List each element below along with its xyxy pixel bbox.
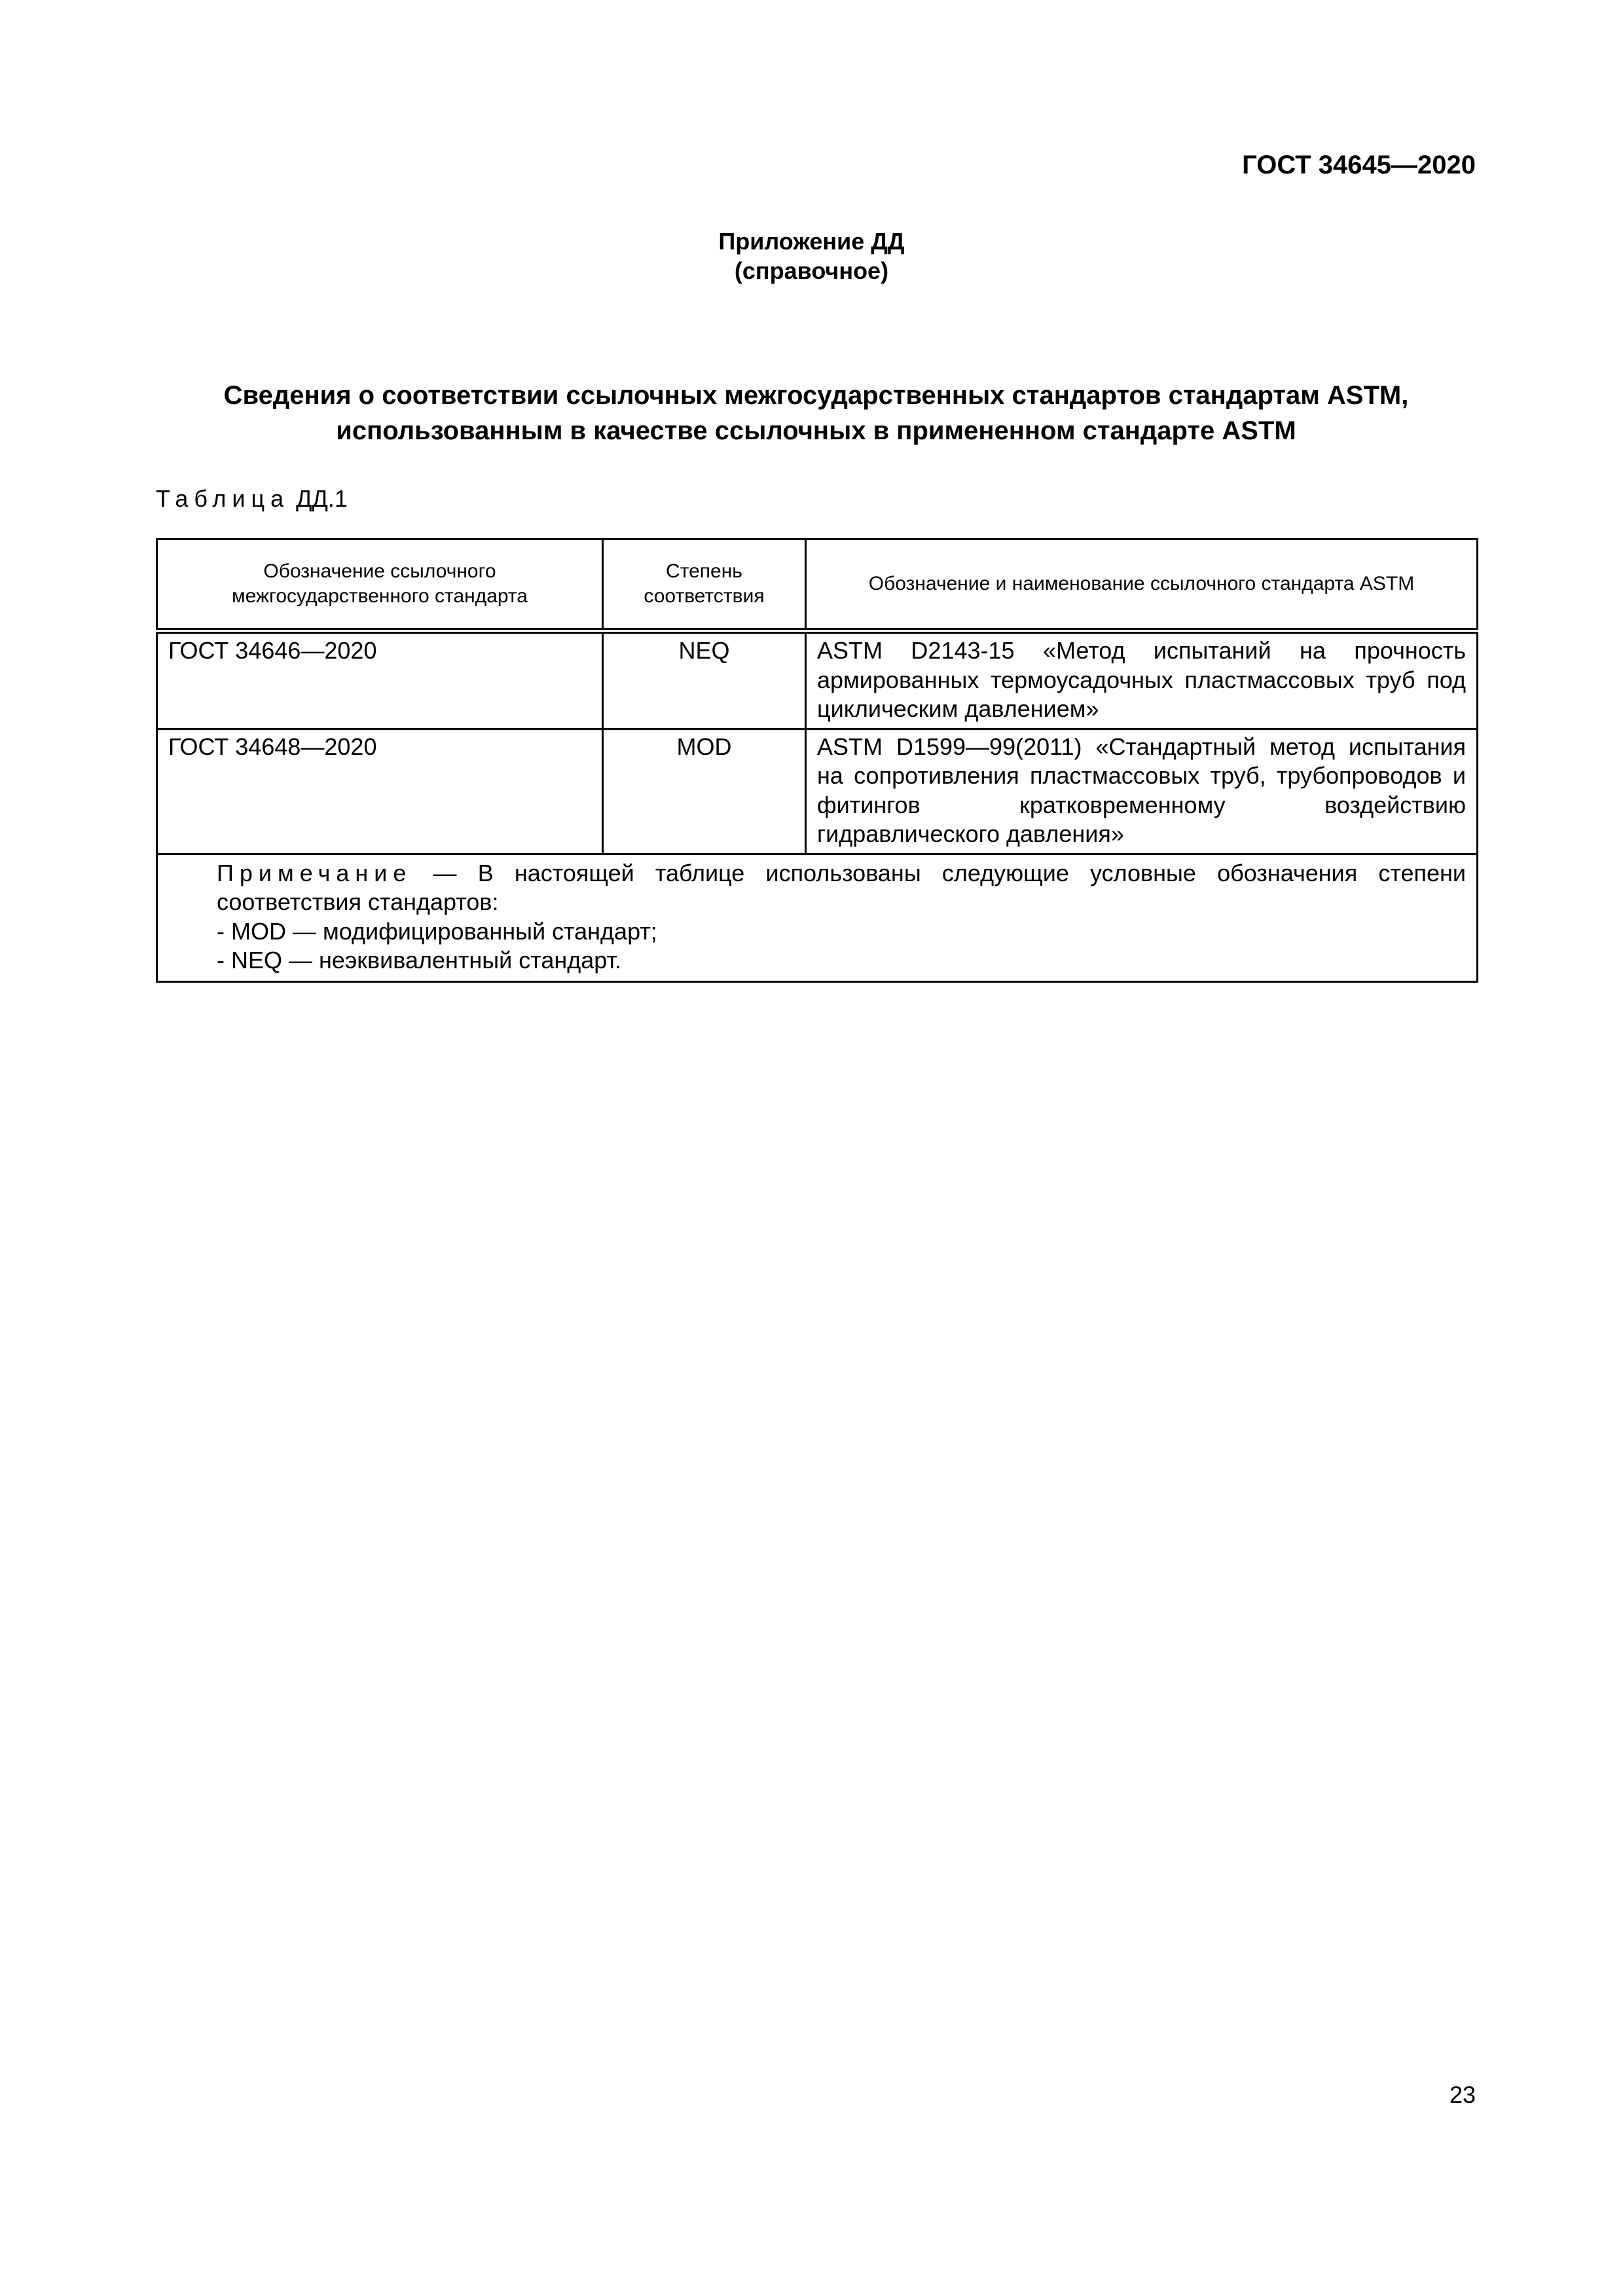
table-caption-label: Таблица xyxy=(156,485,290,512)
appendix-heading xyxy=(0,227,1623,285)
table-header-row xyxy=(157,539,1478,631)
header-astm-standard: Обозначение и наименование ссылочного стандарта ASTM xyxy=(806,539,1478,631)
correspondence-table xyxy=(156,538,1478,983)
table-row xyxy=(157,729,1478,854)
header-interstate-standard-line-1: Обозначение ссылочного xyxy=(263,560,496,582)
page-number: 23 xyxy=(1449,2081,1476,2108)
cell-degree: MOD xyxy=(603,729,806,854)
header-degree-line-2: соответствия xyxy=(644,585,765,607)
appendix-subtitle: (справочное) xyxy=(734,257,889,284)
cell-standard: ГОСТ 34646—2020 xyxy=(157,631,603,729)
document-title xyxy=(156,378,1476,448)
document-title-line-2: использованным в качестве ссылочных в примененном стандарте ASTM xyxy=(336,416,1296,445)
appendix-title: Приложение ДД xyxy=(718,228,905,255)
document-code: ГОСТ 34645—2020 xyxy=(1242,151,1476,179)
cell-degree: NEQ xyxy=(603,631,806,729)
table-caption-number: ДД.1 xyxy=(296,485,348,512)
table-note xyxy=(157,854,1478,981)
note-text: — В настоящей таблице использованы следующие условные обозначения степени соответствия стандартов: xyxy=(217,859,1466,915)
table-caption xyxy=(156,484,348,513)
note-item-neq: - NEQ — неэквивалентный стандарт. xyxy=(217,947,622,974)
note-item-mod: - MOD — модифицированный стандарт; xyxy=(217,917,657,945)
cell-standard: ГОСТ 34648—2020 xyxy=(157,729,603,854)
header-degree xyxy=(603,539,806,631)
table-row xyxy=(157,631,1478,729)
note-text-line xyxy=(168,859,1466,917)
header-interstate-standard-line-2: межгосударственного стандарта xyxy=(232,585,528,607)
header-interstate-standard xyxy=(157,539,603,631)
note-label: Примечание xyxy=(217,859,412,886)
table-note-row xyxy=(157,854,1478,981)
header-degree-line-1: Степень xyxy=(666,560,742,582)
cell-astm: ASTM D2143-15 «Метод испытаний на прочность армированных термоусадочных пластмассовых труб под циклическим давлением» xyxy=(806,631,1478,729)
cell-astm: ASTM D1599—99(2011) «Стандартный метод испытания на сопротивления пластмассовых труб, трубопроводов и фитингов кратковременному воздействию гидравлического давления» xyxy=(806,729,1478,854)
document-title-line-1: Сведения о соответствии ссылочных межгосударственных стандартов стандартам ASTM, xyxy=(223,381,1409,410)
